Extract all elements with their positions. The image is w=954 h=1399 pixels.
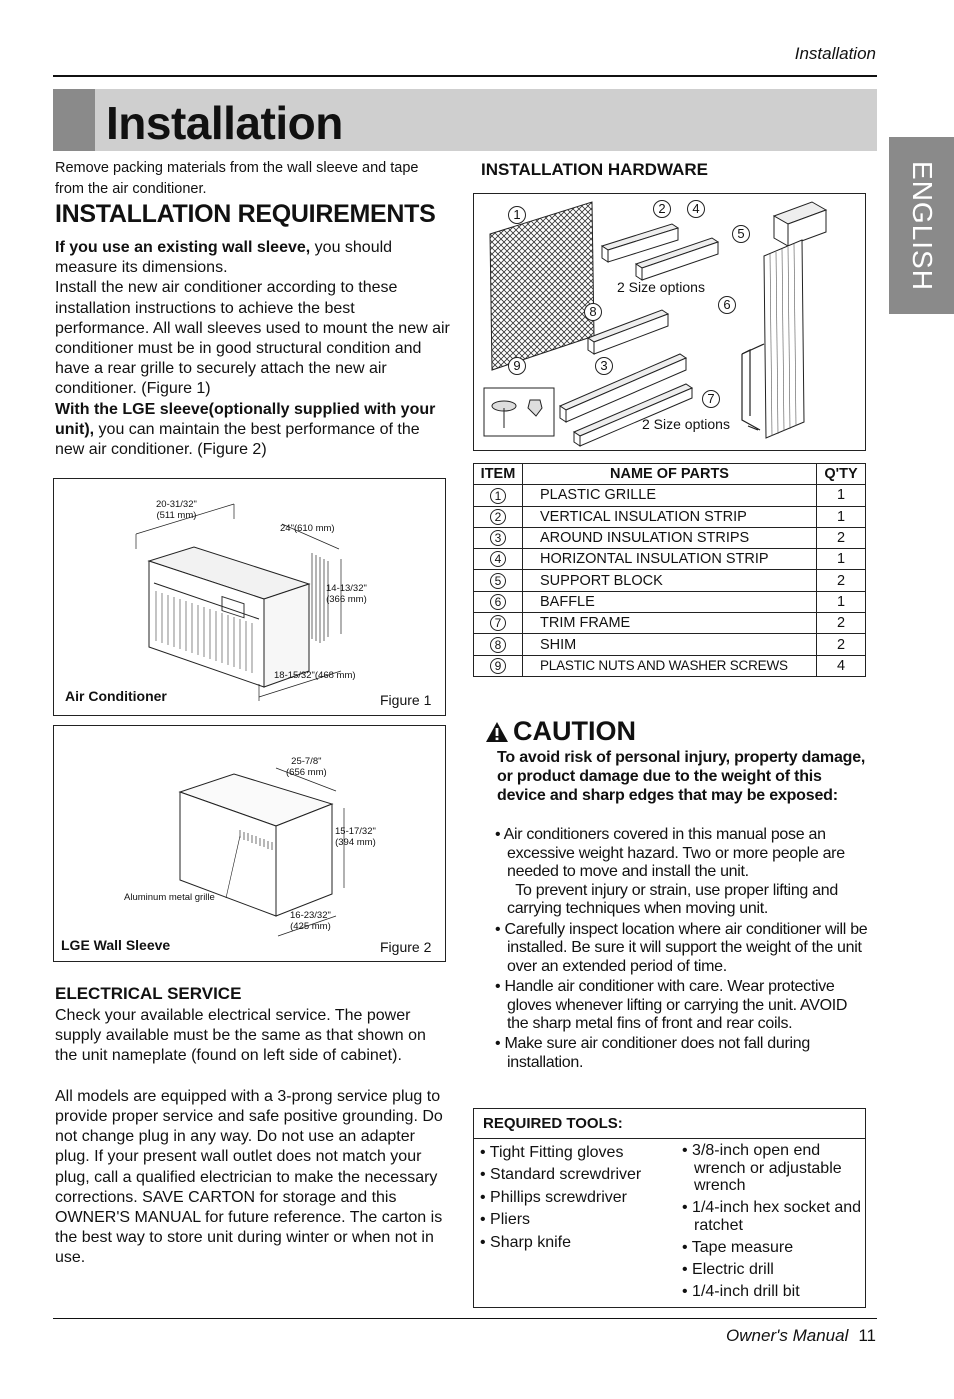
fig2-caption: LGE Wall Sleeve bbox=[61, 937, 171, 953]
air-conditioner-drawing bbox=[54, 479, 447, 717]
callout-1: 1 bbox=[508, 206, 526, 224]
item-number: 9 bbox=[490, 658, 506, 674]
hardware-heading: INSTALLATION HARDWARE bbox=[481, 160, 708, 179]
language-tab bbox=[889, 137, 954, 314]
item-number: 4 bbox=[490, 551, 506, 567]
table-row bbox=[474, 634, 866, 655]
electrical-heading: ELECTRICAL SERVICE bbox=[55, 984, 242, 1003]
part-name: SHIM bbox=[523, 634, 817, 655]
item-number: 2 bbox=[490, 509, 506, 525]
part-name: PLASTIC GRILLE bbox=[523, 485, 817, 506]
fig2-number: Figure 2 bbox=[380, 939, 432, 955]
part-qty: 1 bbox=[817, 485, 866, 506]
callout-9: 9 bbox=[508, 357, 526, 375]
table-row bbox=[474, 591, 866, 612]
part-name: HORIZONTAL INSULATION STRIP bbox=[523, 549, 817, 570]
requirements-body bbox=[55, 238, 450, 460]
table-row bbox=[474, 549, 866, 570]
caution-list bbox=[495, 826, 870, 1074]
hardware-parts-drawing bbox=[474, 194, 867, 452]
callout-4: 4 bbox=[687, 200, 705, 218]
part-name: BAFFLE bbox=[523, 591, 817, 612]
caution-heading bbox=[485, 716, 636, 747]
table-row bbox=[474, 527, 866, 548]
footer-manual: Owner's Manual bbox=[726, 1326, 849, 1345]
fig2-height-dim: 15-17/32" (394 mm) bbox=[335, 826, 376, 848]
requirements-heading: INSTALLATION REQUIREMENTS bbox=[55, 200, 436, 228]
tools-list-right bbox=[682, 1142, 867, 1305]
electrical-para-1: Check your available electrical service. The power supply available must be the same as that shown on the unit nameplate (found on left side of cabinet). bbox=[55, 1007, 426, 1065]
list-item: • Carefully inspect location where air conditioner will be installed. Be sure it will support the weight of the unit over an extended period of time. bbox=[495, 920, 868, 975]
fig1-number: Figure 1 bbox=[380, 692, 432, 708]
tools-list-left bbox=[480, 1142, 680, 1254]
item-number: 1 bbox=[490, 488, 506, 504]
existing-sleeve-bold: If you use an existing wall sleeve, bbox=[55, 239, 311, 256]
title-accent-block bbox=[53, 89, 95, 151]
callout-8: 8 bbox=[584, 303, 602, 321]
part-name: VERTICAL INSULATION STRIP bbox=[523, 506, 817, 527]
part-qty: 2 bbox=[817, 613, 866, 634]
item-number: 3 bbox=[490, 530, 506, 546]
size-options-label-2: 2 Size options bbox=[642, 416, 730, 432]
page-number: 11 bbox=[858, 1326, 876, 1345]
fig2-grille-label: Aluminum metal grille bbox=[124, 892, 215, 903]
caution-title: CAUTION bbox=[513, 716, 636, 746]
callout-5: 5 bbox=[732, 225, 750, 243]
col-qty: Q'TY bbox=[817, 464, 866, 485]
table-row bbox=[474, 613, 866, 634]
item-number: 8 bbox=[490, 637, 506, 653]
fig1-bottom-dim: 18-15/32"(468 mm) bbox=[274, 670, 356, 681]
table-row bbox=[474, 506, 866, 527]
electrical-para-2: All models are equipped with a 3-prong service plug to provide proper service and safe positive grounding. Do not change plug in any way. Do not use an adapter plug. If your present wall outlet does not match your plug, call a qualified electrician to make the necessary corrections. SAVE CARTON for storage and this OWNER'S MANUAL for future reference. The carton is the best way to store unit during winter or when not in use. bbox=[55, 1087, 443, 1267]
part-qty: 1 bbox=[817, 591, 866, 612]
list-item: • Pliers bbox=[480, 1211, 531, 1229]
table-row bbox=[474, 485, 866, 506]
requirements-para: Install the new air conditioner according to these installation instructions to achieve the best performance. All wall sleeves used to mount the new air conditioner must be in good structural condition and have a rear grille to securely attach the new air conditioner. (Figure 1) bbox=[55, 279, 450, 398]
part-qty: 2 bbox=[817, 527, 866, 548]
col-item: ITEM bbox=[474, 464, 523, 485]
part-name: TRIM FRAME bbox=[523, 613, 817, 634]
list-item: • Phillips screwdriver bbox=[480, 1188, 627, 1206]
hardware-illustration bbox=[473, 193, 866, 451]
parts-table-header bbox=[474, 464, 866, 485]
size-options-label-1: 2 Size options bbox=[617, 279, 705, 295]
figure-2-wall-sleeve bbox=[53, 725, 446, 962]
fig1-height-dim: 14-13/32" (366 mm) bbox=[326, 583, 367, 605]
warning-triangle-icon bbox=[485, 721, 509, 743]
callout-6: 6 bbox=[718, 296, 736, 314]
list-item: • Standard screwdriver bbox=[480, 1166, 642, 1184]
fig1-caption: Air Conditioner bbox=[65, 688, 167, 704]
electrical-body bbox=[55, 1006, 450, 1269]
fig2-width-dim: 16-23/32" (425 mm) bbox=[290, 910, 331, 932]
list-item: • Tape measure bbox=[682, 1238, 794, 1256]
item-number: 5 bbox=[490, 573, 506, 589]
running-header: Installation bbox=[794, 44, 876, 63]
footer-rule bbox=[53, 1318, 877, 1319]
lge-sleeve-bold: With the LGE sleeve(optionally supplied with your unit), bbox=[55, 400, 436, 438]
list-item: • Make sure air conditioner does not fall during installation. bbox=[495, 1035, 810, 1071]
parts-table bbox=[473, 463, 866, 677]
list-item: • Sharp knife bbox=[480, 1233, 571, 1251]
part-name: SUPPORT BLOCK bbox=[523, 570, 817, 591]
fig1-width-dim: 20-31/32" (511 mm) bbox=[156, 499, 197, 521]
existing-sleeve-text: you should measure its dimensions. bbox=[55, 239, 393, 277]
fig1-depth-dim: 24"(610 mm) bbox=[280, 523, 335, 534]
lge-sleeve-text: you can maintain the best performance of the new air conditioner. (Figure 2) bbox=[55, 420, 420, 459]
part-name: AROUND INSULATION STRIPS bbox=[523, 527, 817, 548]
tools-heading: REQUIRED TOOLS: bbox=[474, 1109, 865, 1139]
figure-1-air-conditioner bbox=[53, 478, 446, 716]
list-item: • 3/8-inch open end wrench or adjustable wrench bbox=[682, 1142, 842, 1195]
callout-2: 2 bbox=[653, 200, 671, 218]
list-item: • Electric drill bbox=[682, 1260, 774, 1278]
table-row bbox=[474, 570, 866, 591]
header-rule bbox=[53, 75, 877, 77]
list-item: • Tight Fitting gloves bbox=[480, 1144, 624, 1161]
callout-7: 7 bbox=[702, 390, 720, 408]
list-item: • Handle air conditioner with care. Wear protective gloves whenever lifting or carrying the unit. AVOID the sharp metal fins of front and rear coils. bbox=[495, 977, 848, 1033]
required-tools-box bbox=[473, 1108, 866, 1308]
col-name: NAME OF PARTS bbox=[523, 464, 817, 485]
part-name: PLASTIC NUTS AND WASHER SCREWS bbox=[523, 655, 817, 676]
wall-sleeve-drawing bbox=[54, 726, 447, 963]
list-item: • Air conditioners covered in this manual pose an excessive weight hazard. Two or more people are needed to move and install the unit. To prevent injury or strain, use proper lifting and carrying techniques when moving unit. bbox=[495, 826, 845, 918]
callout-3: 3 bbox=[595, 357, 613, 375]
caution-lead: To avoid risk of personal injury, property damage, or product damage due to the weight of this device and sharp edges that may be exposed: bbox=[497, 749, 866, 804]
part-qty: 1 bbox=[817, 506, 866, 527]
table-row bbox=[474, 655, 866, 676]
page-title: Installation bbox=[106, 97, 343, 149]
list-item: • 1/4-inch hex socket and ratchet bbox=[682, 1199, 862, 1234]
list-item: • 1/4-inch drill bit bbox=[682, 1282, 800, 1300]
language-tab-label: ENGLISH bbox=[906, 160, 938, 291]
footer bbox=[726, 1326, 876, 1346]
intro-text: Remove packing materials from the wall sleeve and tape from the air conditioner. bbox=[55, 160, 419, 197]
fig2-depth-dim: 25-7/8" (656 mm) bbox=[286, 756, 327, 778]
item-number: 7 bbox=[490, 615, 506, 631]
part-qty: 2 bbox=[817, 570, 866, 591]
part-qty: 2 bbox=[817, 634, 866, 655]
part-qty: 1 bbox=[817, 549, 866, 570]
part-qty: 4 bbox=[817, 655, 866, 676]
item-number: 6 bbox=[490, 594, 506, 610]
